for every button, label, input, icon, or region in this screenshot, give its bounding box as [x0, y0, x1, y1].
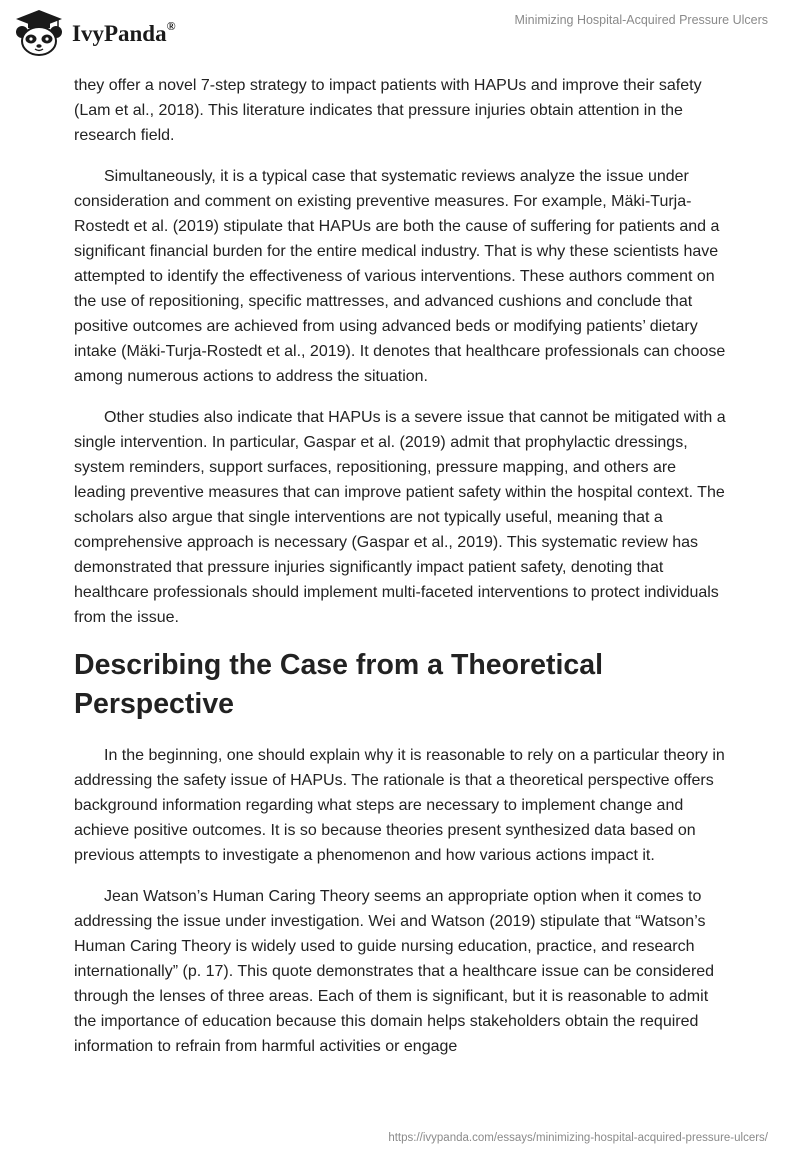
source-url-link[interactable]: https://ivypanda.com/essays/minimizing-hospital-acquired-pressure-ulcers/: [388, 1132, 768, 1144]
paragraph: In the beginning, one should explain why it is reasonable to rely on a particular theory in addressing the safety issue of HAPUs. The rationale is that a theoretical perspective offers background information regarding what steps are necessary to implement change and achieve positive outcomes. It is so because theories present synthesized data based on previous attempts to investigate a phenomenon and how various actions impact it.: [74, 747, 725, 864]
document-title: Minimizing Hospital-Acquired Pressure Ulcers: [514, 13, 768, 27]
paragraph: Other studies also indicate that HAPUs is a severe issue that cannot be mitigated with a single intervention. In particular, Gaspar et al. (2019) admit that prophylactic dressings, system reminders, support surfaces, repositioning, pressure mapping, and others are leading preventive measures that can improve patient safety within the hospital context. The scholars also argue that single interventions are not typically useful, meaning that a comprehensive approach is necessary (Gaspar et al., 2019). This systematic review has demonstrated that pressure injuries significantly impact patient safety, denoting that healthcare professionals should implement multi-faceted interventions to protect individuals from the issue.: [74, 409, 726, 626]
page-header: [0, 0, 800, 66]
brand-name: IvyPanda®: [72, 19, 176, 46]
panda-graduate-icon: [12, 8, 66, 58]
paragraph-continuation: they offer a novel 7-step strategy to impact patients with HAPUs and improve their safety (Lam et al., 2018). This literature indicates that pressure injuries obtain attention in the research field.: [74, 77, 702, 144]
paragraph: Simultaneously, it is a typical case that systematic reviews analyze the issue under consideration and comment on existing preventive measures. For example, Mäki-Turja-Rostedt et al. (2019) stipulate that HAPUs are both the cause of suffering for patients and a significant financial burden for the entire medical industry. That is why these scientists have attempted to identify the effectiveness of various interventions. These authors comment on the use of repositioning, specific mattresses, and advanced cushions and conclude that positive outcomes are achieved from using advanced beds or modifying patients’ dietary intake (Mäki-Turja-Rostedt et al., 2019). It denotes that healthcare professionals can choose among numerous actions to address the situation.: [74, 168, 726, 385]
ivypanda-logo[interactable]: [12, 8, 212, 58]
paragraph: Jean Watson’s Human Caring Theory seems an appropriate option when it comes to addressing the issue under investigation. Wei and Watson (2019) stipulate that “Watson’s Human Caring Theory is widely used to guide nursing education, practice, and research internationally” (p. 17). This quote demonstrates that a healthcare issue can be considered through the lenses of three areas. Each of them is significant, but it is reasonable to admit the importance of education because this domain helps stakeholders obtain the required information to refrain from harmful activities or engage: [74, 888, 715, 1055]
section-heading: Describing the Case from a Theoretical Perspective: [74, 649, 603, 720]
essay-body: [74, 73, 726, 1075]
